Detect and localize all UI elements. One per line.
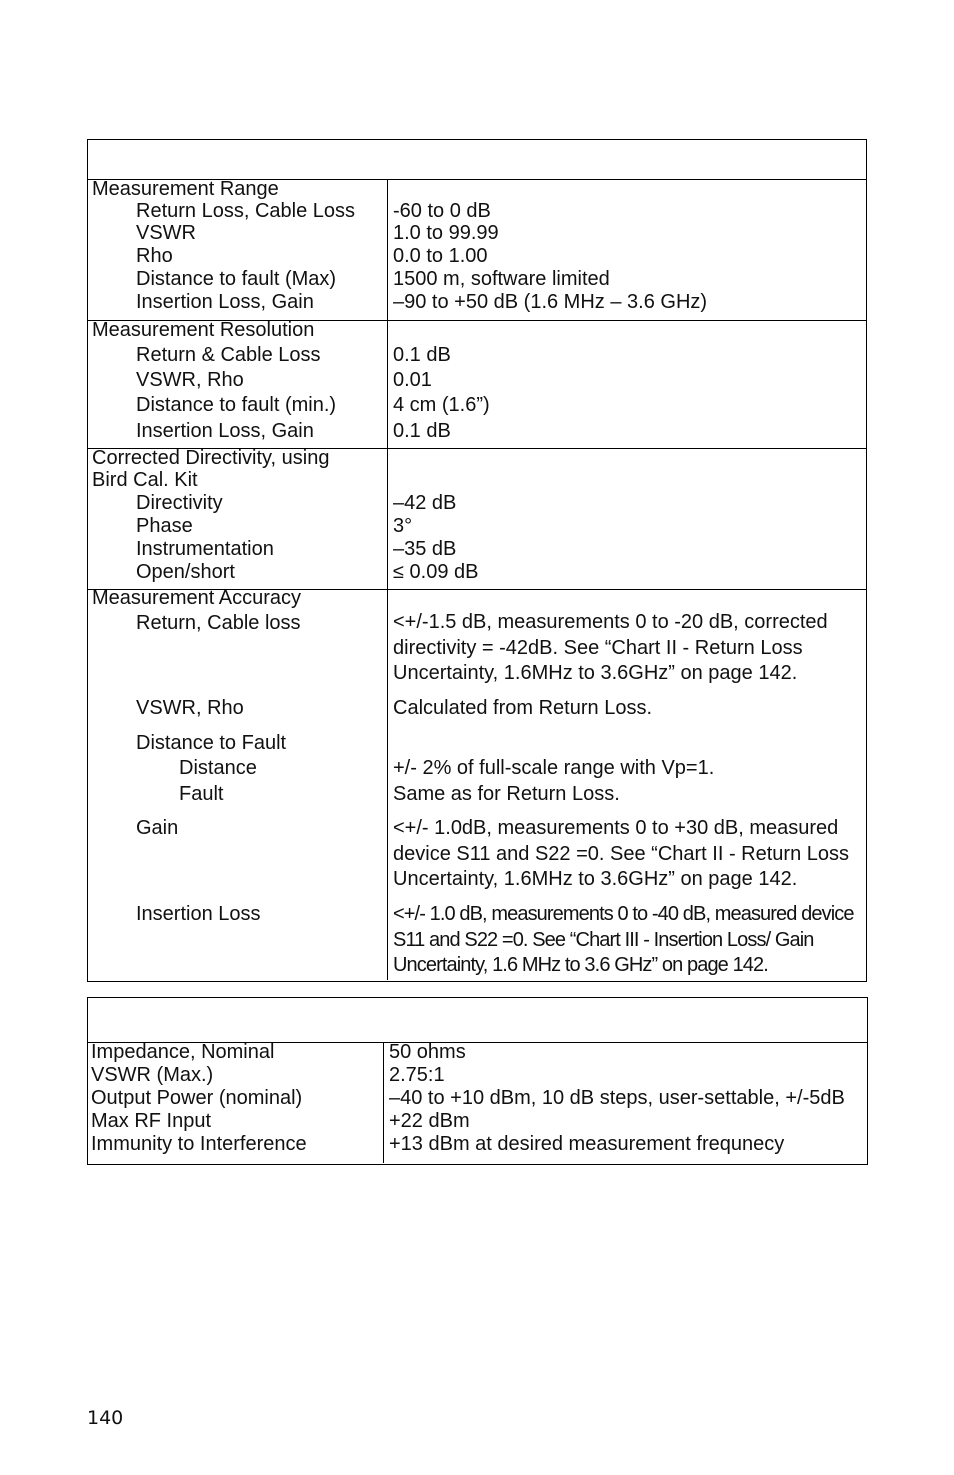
spec-value: 0.1 dB xyxy=(393,344,451,366)
section-heading: Corrected Directivity, using xyxy=(92,447,330,469)
section-measurement-accuracy xyxy=(88,587,866,980)
spec-label: VSWR xyxy=(136,222,196,244)
spec-label: Open/short xyxy=(136,561,235,583)
spec-label: Gain xyxy=(136,817,179,839)
section-heading: Measurement Accuracy xyxy=(92,587,301,609)
port-table xyxy=(87,997,868,1165)
spec-label: Phase xyxy=(136,515,193,537)
spec-label: Impedance, Nominal xyxy=(91,1041,275,1063)
section-heading: Measurement Resolution xyxy=(92,319,315,341)
spec-value: <+/- 1.0dB, measurements 0 to +30 dB, measured device S11 and S22 =0. See “Chart II - Return Loss Uncertainty, 1.6MHz to 3.6GHz” on page 142. xyxy=(393,817,849,890)
spec-value: Calculated from Return Loss. xyxy=(393,697,653,719)
spec-label: VSWR, Rho xyxy=(136,697,244,719)
spec-value: +/- 2% of full-scale range with Vp=1. xyxy=(393,757,715,779)
spec-value: 1.0 to 99.99 xyxy=(393,222,499,244)
spec-label: Insertion Loss, Gain xyxy=(136,420,314,442)
spec-value: 1500 m, software limited xyxy=(393,268,610,290)
spec-label: Return, Cable loss xyxy=(136,612,301,634)
spec-label: Directivity xyxy=(136,492,223,514)
spec-label: Max RF Input xyxy=(91,1110,212,1132)
spec-label: Distance to fault (min.) xyxy=(136,394,337,416)
port-table-body xyxy=(88,1043,867,1163)
spec-value: -60 to 0 dB xyxy=(393,200,491,222)
spec-value: 4 cm (1.6”) xyxy=(393,394,490,416)
spec-value: 50 ohms xyxy=(389,1041,466,1063)
spec-label: Insertion Loss, Gain xyxy=(136,291,314,313)
spec-label: Insertion Loss xyxy=(136,903,261,925)
spec-value: 2.75:1 xyxy=(389,1064,445,1086)
spec-value: 3° xyxy=(393,515,413,537)
spec-label: Instrumentation xyxy=(136,538,274,560)
section-heading: Measurement Range xyxy=(92,178,279,200)
spec-label: Output Power (nominal) xyxy=(91,1087,303,1109)
spec-label: Return & Cable Loss xyxy=(136,344,321,366)
spec-table xyxy=(87,139,867,982)
spec-value: <+/- 1.0 dB, measurements 0 to -40 dB, measured device S11 and S22 =0. See “Chart III - Insertion Loss/ Gain Uncertainty, 1.6 MHz to 3.6 GHz” on page 142. xyxy=(393,903,854,976)
port-table-header xyxy=(88,998,867,1043)
spec-label: Distance xyxy=(179,757,257,779)
spec-value: Same as for Return Loss. xyxy=(393,783,620,805)
spec-label: VSWR (Max.) xyxy=(91,1064,214,1086)
spec-label: Fault xyxy=(179,783,224,805)
spec-value: –40 to +10 dBm, 10 dB steps, user-settable, +/-5dB xyxy=(389,1087,845,1109)
spec-value: 0.0 to 1.00 xyxy=(393,245,488,267)
section-measurement-range xyxy=(88,180,866,321)
spec-label: Immunity to Interference xyxy=(91,1133,307,1155)
spec-label: Distance to Fault xyxy=(136,732,287,754)
spec-label: Return Loss, Cable Loss xyxy=(136,200,356,222)
page-number: 140 xyxy=(87,1407,124,1429)
spec-value: +13 dBm at desired measurement frequnecy xyxy=(389,1133,785,1155)
spec-value: –35 dB xyxy=(393,538,457,560)
spec-value: 0.1 dB xyxy=(393,420,451,442)
spec-value: –90 to +50 dB (1.6 MHz – 3.6 GHz) xyxy=(393,291,708,313)
spec-value: –42 dB xyxy=(393,492,457,514)
spec-value: <+/-1.5 dB, measurements 0 to -20 dB, corrected directivity = -42dB. See “Chart II - Return Loss Uncertainty, 1.6MHz to 3.6GHz” on page 142. xyxy=(393,611,828,684)
spec-label: VSWR, Rho xyxy=(136,369,244,391)
section-corrected-directivity xyxy=(88,449,866,590)
spec-value: +22 dBm xyxy=(389,1110,470,1132)
section-heading: Bird Cal. Kit xyxy=(92,469,198,491)
spec-label: Rho xyxy=(136,245,173,267)
spec-value: 0.01 xyxy=(393,369,432,391)
spec-label: Distance to fault (Max) xyxy=(136,268,337,290)
section-measurement-resolution xyxy=(88,321,866,449)
spec-table-header xyxy=(88,140,866,180)
spec-value: ≤ 0.09 dB xyxy=(393,561,479,583)
